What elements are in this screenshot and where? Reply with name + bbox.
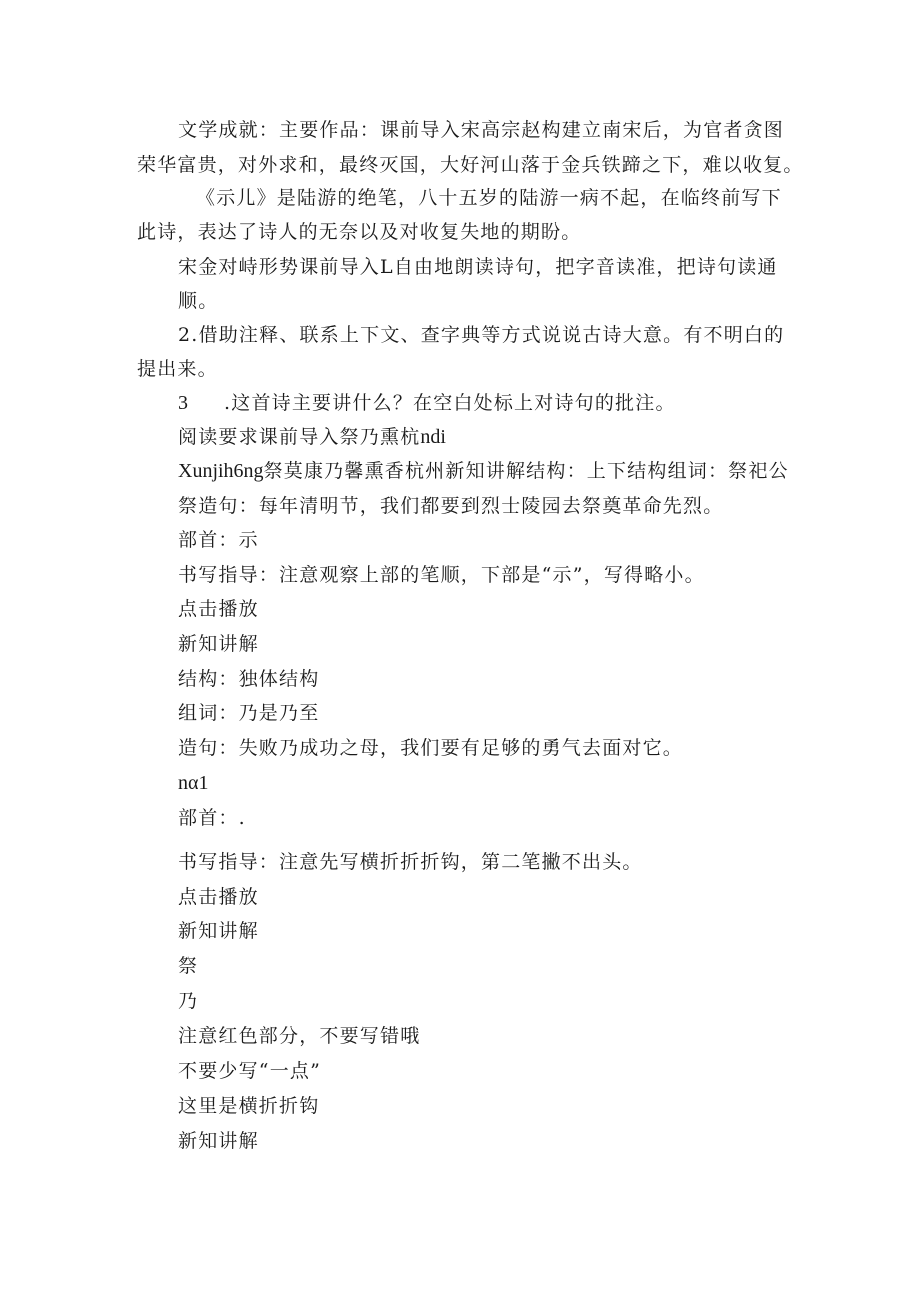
section-heading-new-knowledge-3: 新知讲解 xyxy=(178,1130,259,1152)
paragraph-nai-radical: 部首：. xyxy=(178,807,246,829)
reading-task-1-text: 宋金对峙形势课前导入L自由地朗读诗句，把字音读准，把诗句读通 xyxy=(178,256,778,278)
paragraph-reading-task-2-line2: 提出来。 xyxy=(137,358,218,380)
paragraph-nai-sentence: 造句：失败乃成功之母，我们要有足够的勇气去面对它。 xyxy=(178,737,684,759)
task-3-number: 3 xyxy=(178,392,188,414)
paragraph-shier-line1: 《示儿》是陆游的绝笔，八十五岁的陆游一病不起，在临终前写下 xyxy=(196,187,782,209)
paragraph-ji-sentence: 祭造句：每年清明节，我们都要到烈士陵园去祭奠革命先烈。 xyxy=(178,495,724,517)
paragraph-reading-task-2-line1: 2.借助注释、联系上下文、查字典等方式说说古诗大意。有不明白的 xyxy=(178,324,785,346)
play-link-2: 点击播放 xyxy=(178,886,259,908)
paragraph-new-knowledge-ji xyxy=(178,459,789,483)
reading-requirement-text: 阅读要求课前导入祭乃熏杭 xyxy=(178,426,421,448)
play-link-1: 点击播放 xyxy=(178,598,259,620)
paragraph-reading-requirement xyxy=(178,425,446,449)
paragraph-nai-words: 组词：乃是乃至 xyxy=(178,702,320,724)
paragraph-shier-line2: 此诗，表达了诗人的无奈以及对收复失地的期盼。 xyxy=(137,221,582,243)
note-red-part: 注意红色部分，不要写错哦 xyxy=(178,1025,421,1047)
pinyin-ndi: ndi xyxy=(420,426,446,448)
section-heading-new-knowledge-2: 新知讲解 xyxy=(178,920,259,942)
note-missing-dot: 不要少写“一点” xyxy=(178,1060,322,1082)
paragraph-literary-achievement-line2: 荣华富贵，对外求和，最终灭国，大好河山落于金兵铁蹄之下，难以收复。 xyxy=(137,154,804,176)
paragraph-reading-task-1-line1 xyxy=(178,255,778,279)
pinyin-xunjihong: Xunjih6ng xyxy=(178,460,264,482)
paragraph-ji-radical: 部首：示 xyxy=(178,529,259,551)
paragraph-reading-task-1-line2: 顺。 xyxy=(178,290,219,312)
paragraph-reading-task-3 xyxy=(178,391,676,415)
paragraph-literary-achievement-line1: 文学成就：主要作品：课前导入宋高宗赵构建立南宋后，为官者贪图 xyxy=(178,119,785,141)
paragraph-ji-writing-guide: 书写指导：注意观察上部的笔顺，下部是“示”，写得略小。 xyxy=(178,564,705,586)
character-ji: 祭 xyxy=(178,955,199,977)
section-heading-new-knowledge-1: 新知讲解 xyxy=(178,633,259,655)
paragraph-nai-writing-guide: 书写指导：注意先写横折折折钩，第二笔撇不出头。 xyxy=(178,851,643,873)
pinyin-nai: nα1 xyxy=(178,772,209,794)
task-3-text: .这首诗主要讲什么？在空白处标上对诗句的批注。 xyxy=(224,392,676,414)
character-nai: 乃 xyxy=(178,990,199,1012)
new-knowledge-ji-text: 祭莫康乃馨熏香杭州新知讲解结构：上下结构组词：祭祀公 xyxy=(263,460,789,482)
note-hengzhe-gou: 这里是横折折钩 xyxy=(178,1095,320,1117)
paragraph-nai-structure: 结构：独体结构 xyxy=(178,668,320,690)
